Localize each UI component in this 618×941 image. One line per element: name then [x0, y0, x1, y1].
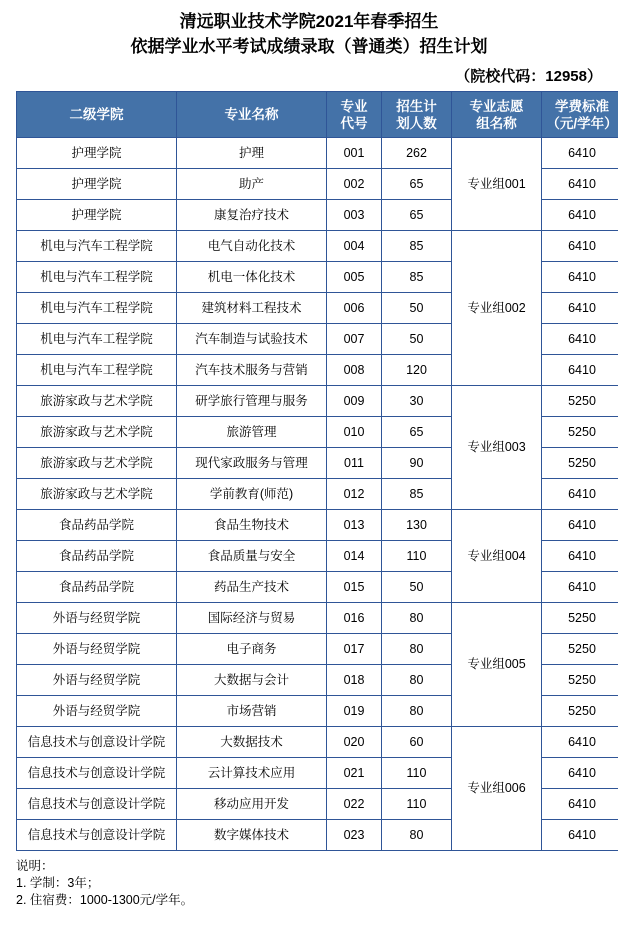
cell-college: 旅游家政与艺术学院: [17, 386, 177, 417]
cell-major-code: 015: [327, 572, 382, 603]
notes-block: [16, 858, 618, 909]
cell-major: 国际经济与贸易: [177, 603, 327, 634]
cell-tuition-fee: 6410: [542, 138, 618, 169]
cell-college: 外语与经贸学院: [17, 603, 177, 634]
cell-major-code: 021: [327, 758, 382, 789]
table-row: [17, 603, 618, 634]
cell-college: 机电与汽车工程学院: [17, 324, 177, 355]
table-header: [17, 92, 618, 138]
cell-major: 数字媒体技术: [177, 820, 327, 851]
cell-plan-count: 65: [382, 200, 452, 231]
cell-plan-count: 85: [382, 479, 452, 510]
cell-major-code: 017: [327, 634, 382, 665]
cell-plan-count: 50: [382, 324, 452, 355]
cell-plan-count: 110: [382, 789, 452, 820]
cell-tuition-fee: 5250: [542, 417, 618, 448]
cell-major-group: 专业组006: [452, 727, 542, 851]
admission-plan-table: [16, 91, 618, 851]
cell-major-code: 019: [327, 696, 382, 727]
column-header-college-line1: 二级学院: [69, 107, 124, 122]
cell-college: 旅游家政与艺术学院: [17, 448, 177, 479]
cell-major-code: 008: [327, 355, 382, 386]
cell-plan-count: 110: [382, 541, 452, 572]
document-title-block: [0, 0, 618, 59]
cell-plan-count: 85: [382, 231, 452, 262]
cell-plan-count: 90: [382, 448, 452, 479]
cell-major-code: 002: [327, 169, 382, 200]
cell-plan-count: 80: [382, 696, 452, 727]
table-row: [17, 510, 618, 541]
cell-plan-count: 262: [382, 138, 452, 169]
cell-college: 食品药品学院: [17, 510, 177, 541]
cell-major-group: 专业组005: [452, 603, 542, 727]
cell-major: 药品生产技术: [177, 572, 327, 603]
cell-plan-count: 60: [382, 727, 452, 758]
cell-major-code: 022: [327, 789, 382, 820]
cell-college: 旅游家政与艺术学院: [17, 417, 177, 448]
cell-major: 移动应用开发: [177, 789, 327, 820]
cell-college: 外语与经贸学院: [17, 696, 177, 727]
cell-major-code: 020: [327, 727, 382, 758]
cell-plan-count: 80: [382, 665, 452, 696]
cell-college: 信息技术与创意设计学院: [17, 789, 177, 820]
cell-college: 护理学院: [17, 200, 177, 231]
cell-major: 大数据与会计: [177, 665, 327, 696]
cell-college: 机电与汽车工程学院: [17, 231, 177, 262]
cell-major: 市场营销: [177, 696, 327, 727]
cell-major-code: 003: [327, 200, 382, 231]
column-header-college: [17, 92, 177, 138]
cell-tuition-fee: 6410: [542, 231, 618, 262]
notes-line-2: 2. 住宿费：1000-1300元/学年。: [16, 893, 194, 907]
cell-tuition-fee: 6410: [542, 169, 618, 200]
cell-major: 学前教育(师范): [177, 479, 327, 510]
cell-major: 助产: [177, 169, 327, 200]
cell-major: 电子商务: [177, 634, 327, 665]
cell-major: 康复治疗技术: [177, 200, 327, 231]
table-row: [17, 386, 618, 417]
column-header-count-line2: 划人数: [396, 115, 437, 131]
cell-college: 信息技术与创意设计学院: [17, 727, 177, 758]
table-row: [17, 231, 618, 262]
cell-plan-count: 50: [382, 293, 452, 324]
cell-major-code: 009: [327, 386, 382, 417]
cell-major-code: 023: [327, 820, 382, 851]
cell-major: 研学旅行管理与服务: [177, 386, 327, 417]
column-header-count-line1: 招生计: [396, 98, 437, 114]
title-line-1: 清远职业技术学院2021年春季招生: [179, 12, 439, 31]
cell-tuition-fee: 5250: [542, 665, 618, 696]
cell-major-code: 010: [327, 417, 382, 448]
cell-plan-count: 65: [382, 417, 452, 448]
column-header-fee-line2: （元/学年）: [546, 115, 618, 131]
cell-college: 食品药品学院: [17, 541, 177, 572]
column-header-code-line1: 专业: [340, 98, 368, 114]
title-line-2: 依据学业水平考试成绩录取（普通类）招生计划: [130, 37, 488, 56]
table-row: [17, 138, 618, 169]
cell-major-code: 013: [327, 510, 382, 541]
cell-college: 信息技术与创意设计学院: [17, 820, 177, 851]
cell-major-code: 001: [327, 138, 382, 169]
cell-college: 护理学院: [17, 169, 177, 200]
cell-plan-count: 50: [382, 572, 452, 603]
cell-plan-count: 85: [382, 262, 452, 293]
cell-tuition-fee: 6410: [542, 541, 618, 572]
cell-major: 大数据技术: [177, 727, 327, 758]
cell-major-code: 004: [327, 231, 382, 262]
cell-tuition-fee: 6410: [542, 324, 618, 355]
cell-major: 食品生物技术: [177, 510, 327, 541]
cell-major-group: 专业组004: [452, 510, 542, 603]
cell-college: 食品药品学院: [17, 572, 177, 603]
column-header-code-line2: 代号: [340, 115, 368, 131]
cell-college: 信息技术与创意设计学院: [17, 758, 177, 789]
cell-tuition-fee: 5250: [542, 603, 618, 634]
cell-tuition-fee: 6410: [542, 262, 618, 293]
cell-major-code: 016: [327, 603, 382, 634]
column-header-group: [452, 92, 542, 138]
cell-major: 电气自动化技术: [177, 231, 327, 262]
cell-plan-count: 110: [382, 758, 452, 789]
cell-major-code: 011: [327, 448, 382, 479]
cell-college: 旅游家政与艺术学院: [17, 479, 177, 510]
cell-college: 机电与汽车工程学院: [17, 355, 177, 386]
cell-tuition-fee: 5250: [542, 634, 618, 665]
table-row: [17, 727, 618, 758]
cell-tuition-fee: 6410: [542, 355, 618, 386]
cell-major-code: 005: [327, 262, 382, 293]
cell-major: 汽车技术服务与营销: [177, 355, 327, 386]
cell-tuition-fee: 6410: [542, 789, 618, 820]
cell-plan-count: 65: [382, 169, 452, 200]
institution-code: （院校代码：12958）: [455, 68, 602, 85]
cell-college: 护理学院: [17, 138, 177, 169]
cell-plan-count: 120: [382, 355, 452, 386]
cell-major-code: 014: [327, 541, 382, 572]
cell-tuition-fee: 6410: [542, 758, 618, 789]
cell-tuition-fee: 5250: [542, 696, 618, 727]
cell-plan-count: 30: [382, 386, 452, 417]
cell-major-group: 专业组002: [452, 231, 542, 386]
column-header-major: [177, 92, 327, 138]
column-header-major-line1: 专业名称: [224, 107, 279, 122]
cell-plan-count: 80: [382, 820, 452, 851]
cell-college: 机电与汽车工程学院: [17, 262, 177, 293]
cell-tuition-fee: 6410: [542, 727, 618, 758]
cell-major: 旅游管理: [177, 417, 327, 448]
cell-major-code: 012: [327, 479, 382, 510]
cell-college: 机电与汽车工程学院: [17, 293, 177, 324]
notes-line-1: 1. 学制：3年；: [16, 876, 100, 890]
table-body: [17, 138, 618, 851]
cell-major: 建筑材料工程技术: [177, 293, 327, 324]
cell-tuition-fee: 5250: [542, 448, 618, 479]
cell-tuition-fee: 6410: [542, 510, 618, 541]
cell-major: 现代家政服务与管理: [177, 448, 327, 479]
cell-major-code: 018: [327, 665, 382, 696]
cell-tuition-fee: 6410: [542, 820, 618, 851]
column-header-group-line2: 组名称: [476, 115, 517, 131]
cell-plan-count: 130: [382, 510, 452, 541]
table-header-row: [17, 92, 618, 138]
column-header-group-line1: 专业志愿: [469, 98, 524, 114]
cell-major: 机电一体化技术: [177, 262, 327, 293]
cell-major: 云计算技术应用: [177, 758, 327, 789]
cell-major-group: 专业组003: [452, 386, 542, 510]
notes-heading: 说明：: [16, 859, 54, 873]
cell-tuition-fee: 6410: [542, 293, 618, 324]
cell-plan-count: 80: [382, 634, 452, 665]
cell-college: 外语与经贸学院: [17, 634, 177, 665]
cell-plan-count: 80: [382, 603, 452, 634]
column-header-count: [382, 92, 452, 138]
cell-tuition-fee: 5250: [542, 386, 618, 417]
cell-major: 食品质量与安全: [177, 541, 327, 572]
column-header-fee-line1: 学费标准: [555, 98, 609, 114]
cell-major-code: 006: [327, 293, 382, 324]
cell-major: 汽车制造与试验技术: [177, 324, 327, 355]
cell-tuition-fee: 6410: [542, 200, 618, 231]
cell-major-group: 专业组001: [452, 138, 542, 231]
cell-tuition-fee: 6410: [542, 479, 618, 510]
cell-tuition-fee: 6410: [542, 572, 618, 603]
cell-major: 护理: [177, 138, 327, 169]
cell-major-code: 007: [327, 324, 382, 355]
column-header-fee: [542, 92, 618, 138]
column-header-code: [327, 92, 382, 138]
cell-college: 外语与经贸学院: [17, 665, 177, 696]
